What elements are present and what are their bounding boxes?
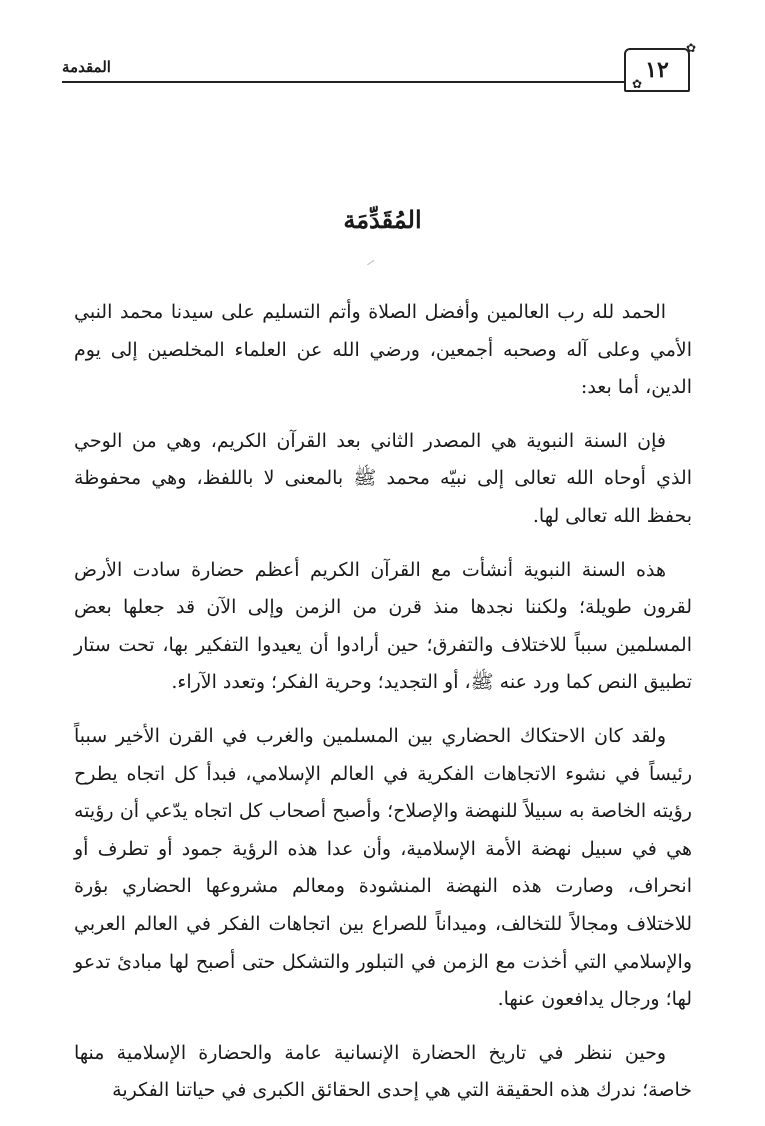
- paragraph: هذه السنة النبوية أنشأت مع القرآن الكريم أعظم حضارة سادت الأرض لقرون طويلة؛ ولكننا نجدها منذ قرن من الزمن وإلى الآن قد جعلها بعض المسلمين سبباً للاختلاف والتفرق؛ حين أرادوا أن يعيدوا التفكير بها، تحت ستار تطبيق النص كما ورد عنه ﷺ، أو التجديد؛ وحرية الفكر؛ وتعدد الآراء.: [74, 558, 692, 694]
- paragraph: وحين ننظر في تاريخ الحضارة الإنسانية عامة والحضارة الإسلامية منها خاصة؛ ندرك هذه الحقيقة التي هي إحدى الحقائق الكبرى في حياتنا الفكرية: [74, 1041, 692, 1102]
- paragraph: ولقد كان الاحتكاك الحضاري بين المسلمين والغرب في القرن الأخير سبباً رئيساً في نشوء الاتجاهات الفكرية في العالم الإسلامي، فبدأ كل اتجاه يطرح رؤيته الخاصة به سبيلاً للنهضة والإصلاح؛ وأصبح أصحاب كل اتجاه يدّعي أن رؤيته هي في سبيل نهضة الأمة الإسلامية، وأن عدا هذه الرؤية جمود أو تطرف أو انحراف، وصارت هذه النهضة المنشودة ومعالم مشروعها الحضاري بؤرة للاختلاف ومجالاً للتخالف، وميداناً للصراع بين اتجاهات الفكر في العالم العربي والإسلامي التي أخذت مع الزمن في التبلور والتشكل حتى أصبح لها مبادئ تدعو لها؛ ورجال يدافعون عنها.: [74, 724, 692, 1011]
- running-header: [62, 41, 696, 91]
- floral-ornament-icon: ✿: [631, 77, 642, 91]
- floral-ornament-icon: ✿: [685, 41, 696, 55]
- header-rule: [62, 81, 632, 83]
- page-number: ١٢: [645, 57, 669, 83]
- paragraph: الحمد لله رب العالمين وأفضل الصلاة وأتم التسليم على سيدنا محمد النبي الأمي وعلى آله وصحبه أجمعين، ورضي الله عن العلماء المخلصين إلى يوم الدين، أما بعد:: [74, 301, 692, 399]
- body-text: [74, 294, 692, 1126]
- running-section-name: المقدمة: [62, 58, 111, 76]
- chapter-title: المُقَدِّمَة: [343, 205, 422, 234]
- paragraph: فإن السنة النبوية هي المصدر الثاني بعد القرآن الكريم، وهي من الوحي الذي أوحاه الله تعالى إلى نبيّه محمد ﷺ بالمعنى لا باللفظ، وهي محفوظة بحفظ الله تعالى لها.: [74, 429, 692, 527]
- ink-speck: [367, 260, 375, 266]
